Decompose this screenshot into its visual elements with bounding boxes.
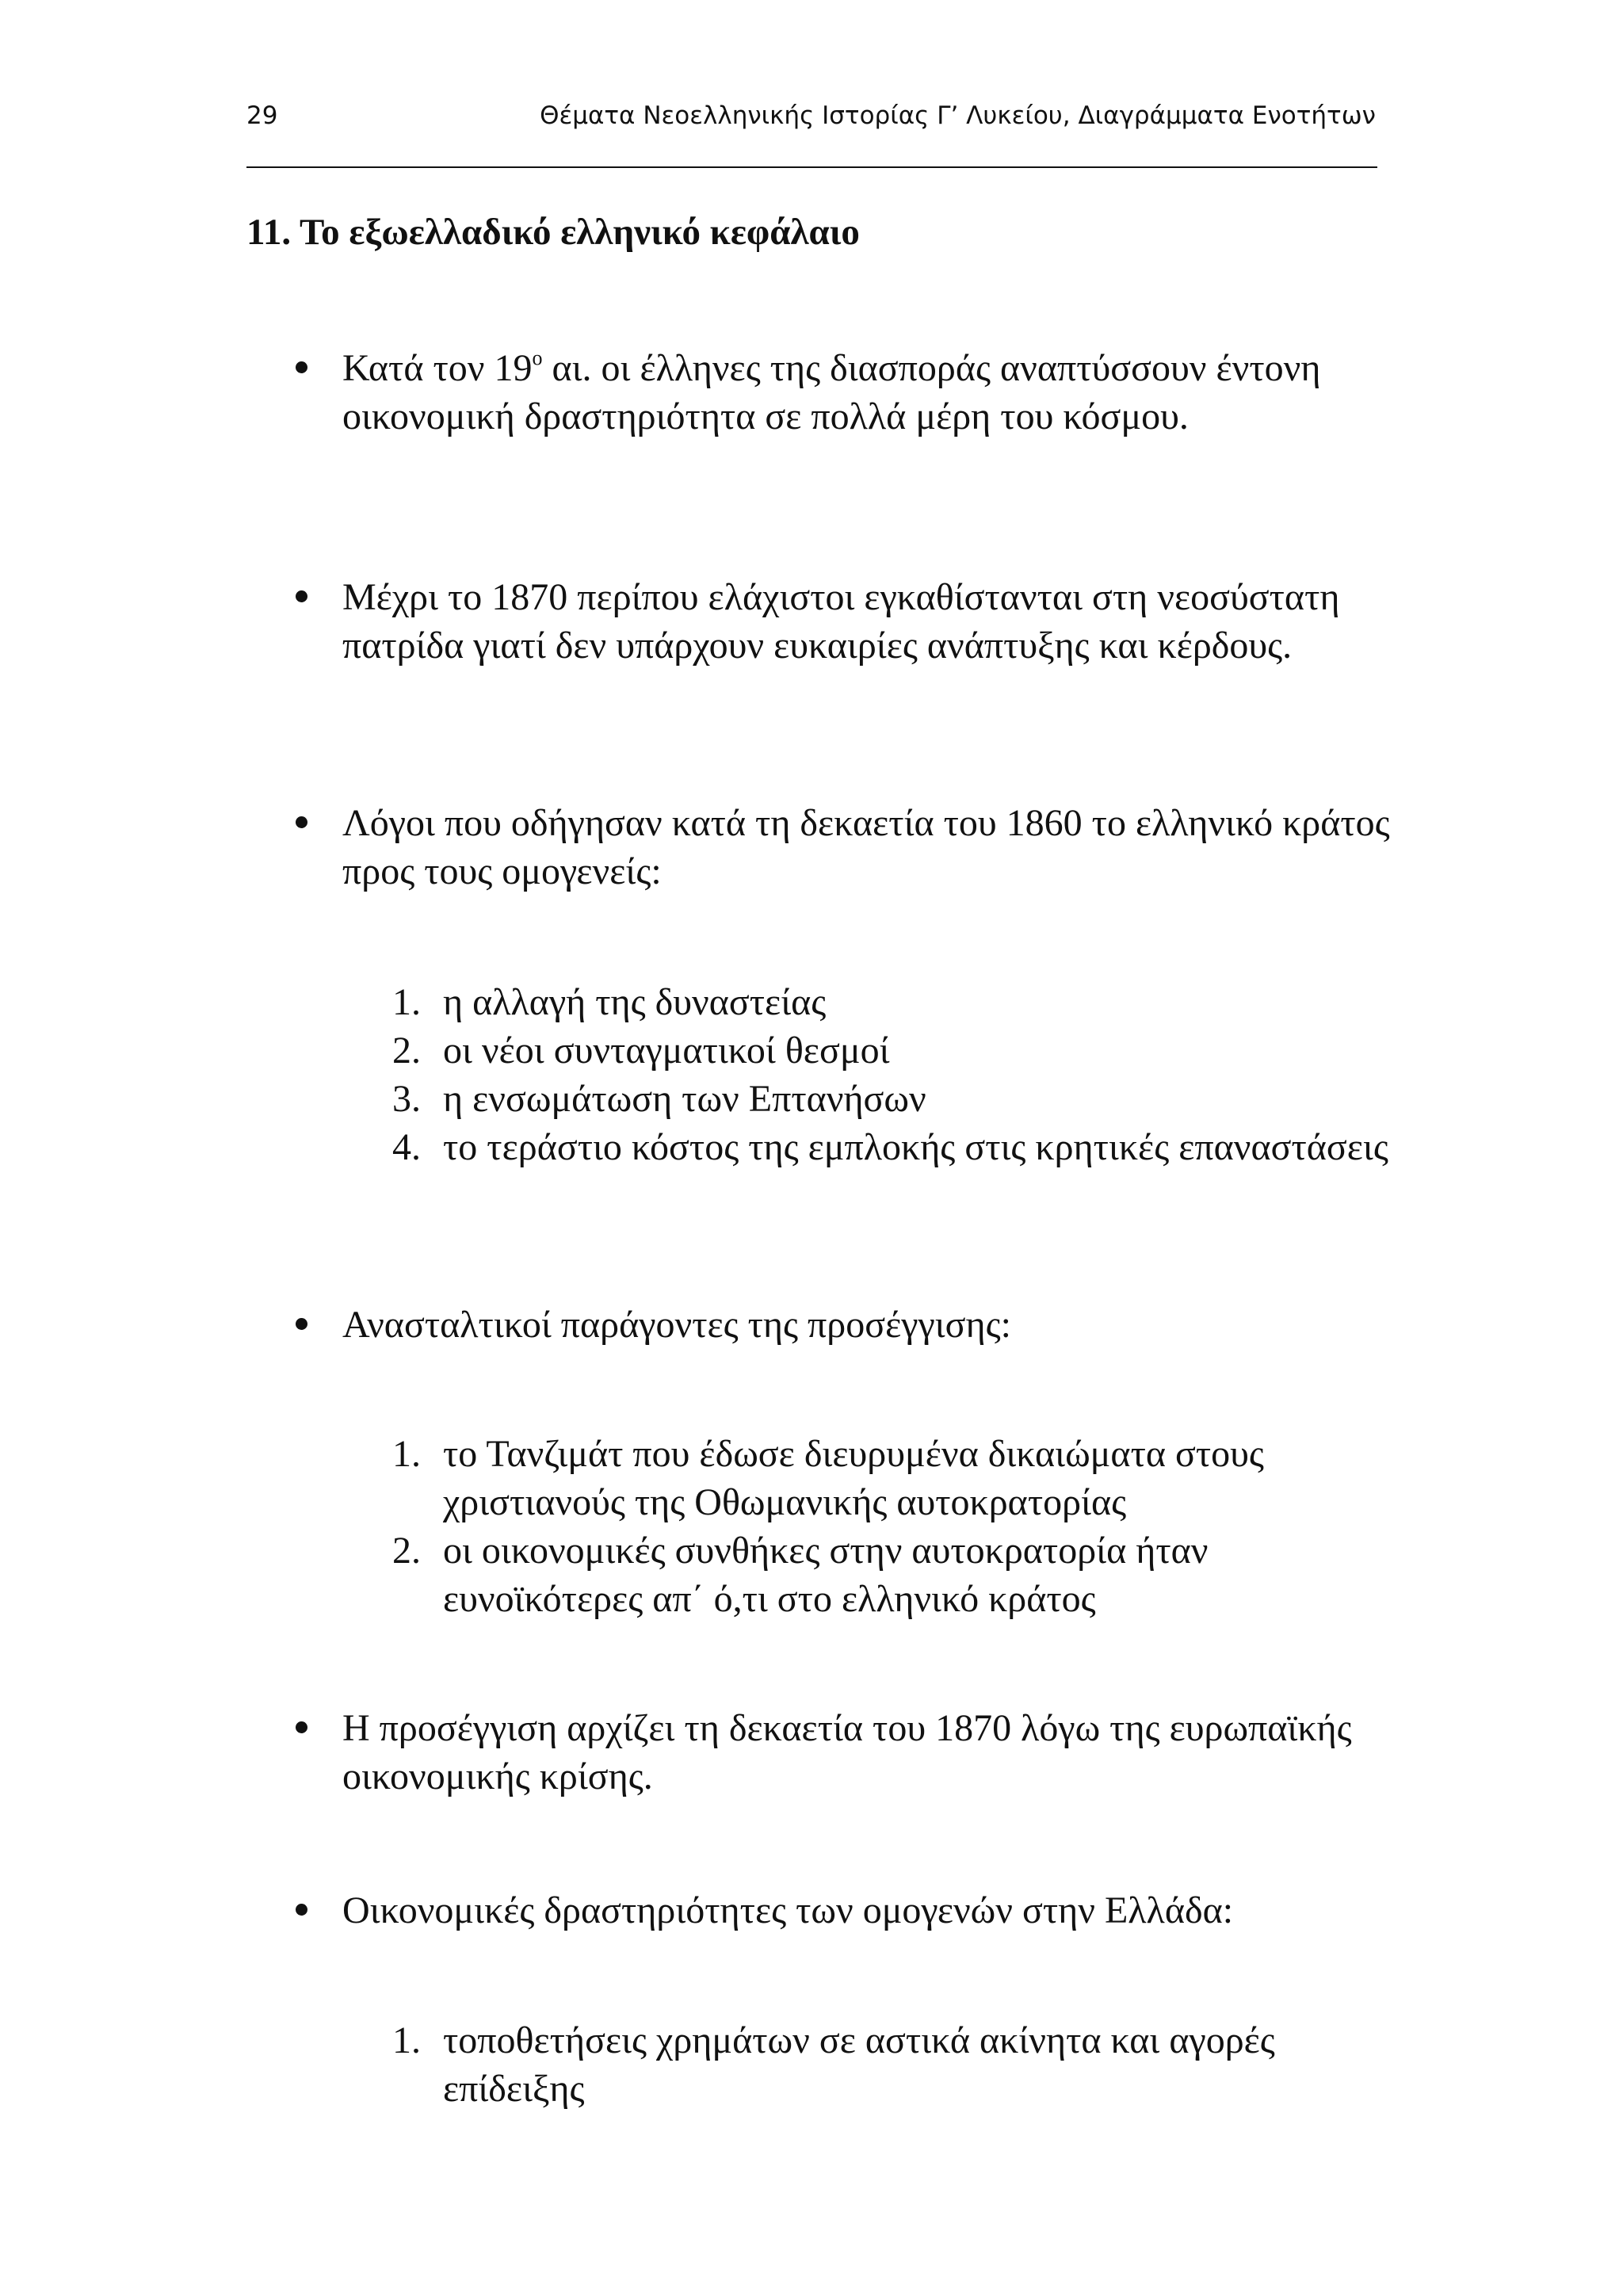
list-item-number: 1. (392, 981, 421, 1023)
numbered-list (392, 1430, 1399, 1623)
list-item-text: το τεράστιο κόστος της εμπλοκής στις κρητικές επαναστάσεις (443, 1126, 1388, 1168)
list-item-text: η ενσωμάτωση των Επτανήσων (443, 1078, 926, 1120)
bullet-text: Ανασταλτικοί παράγοντες της προσέγγισης: (342, 1304, 1011, 1346)
list-item (392, 1123, 1399, 1171)
list-item-text: η αλλαγή της δυναστείας (443, 981, 827, 1023)
numbered-list (392, 978, 1399, 1171)
ordinal-superscript: ο (532, 346, 543, 369)
list-item-number: 2. (392, 1530, 421, 1572)
bullet-text: Κατά τον 19 (342, 347, 533, 389)
list-item (392, 2016, 1399, 2113)
bullet-item (342, 344, 1396, 441)
list-item (392, 978, 1399, 1026)
list-item-text: οι οικονομικές συνθήκες στην αυτοκρατορία ήταν ευνοϊκότερες απ΄ ό,τι στο ελληνικό κράτος (443, 1530, 1209, 1620)
bullet-dot-icon (296, 816, 307, 828)
numbered-list (392, 2016, 1399, 2113)
list-item-number: 3. (392, 1078, 421, 1120)
bullet-dot-icon (296, 590, 307, 602)
list-item (392, 1430, 1399, 1526)
list-item-number: 1. (392, 1433, 421, 1475)
bullet-item (342, 799, 1396, 896)
list-item-number: 4. (392, 1126, 421, 1168)
bullet-item (342, 1704, 1396, 1801)
header-rule (246, 166, 1377, 168)
bullet-item (342, 573, 1396, 670)
bullet-item (342, 1301, 1396, 1349)
bullet-text: Λόγοι που οδήγησαν κατά τη δεκαετία του 1860 το ελληνικό κράτος προς τους ομογενείς: (342, 802, 1390, 892)
bullet-item (342, 1886, 1396, 1935)
list-item (392, 1526, 1399, 1623)
bullet-text-continued: αι. οι έλληνες της διασποράς αναπτύσσουν έντονη οικονομική δραστηριότητα σε πολλά μέρη του κόσμου. (342, 347, 1321, 437)
list-item-number: 2. (392, 1030, 421, 1072)
list-item-text: το Τανζιμάτ που έδωσε διευρυμένα δικαιώματα στους χριστιανούς της Οθωμανικής αυτοκρατορίας (443, 1433, 1264, 1523)
page-number: 29 (246, 101, 278, 130)
bullet-dot-icon (296, 1318, 307, 1330)
bullet-text: Οικονομικές δραστηριότητες των ομογενών στην Ελλάδα: (342, 1889, 1234, 1931)
list-item-text: οι νέοι συνταγματικοί θεσμοί (443, 1030, 890, 1072)
running-header: Θέματα Νεοελληνικής Ιστορίας Γ’ Λυκείου, Διαγράμματα Ενοτήτων (540, 101, 1376, 130)
bullet-text: Η προσέγγιση αρχίζει τη δεκαετία του 1870 λόγω της ευρωπαϊκής οικονομικής κρίσης. (342, 1707, 1352, 1797)
list-item (392, 1075, 1399, 1123)
bullet-dot-icon (296, 1721, 307, 1733)
list-item-number: 1. (392, 2019, 421, 2061)
bullet-dot-icon (296, 1904, 307, 1916)
list-item-text: τοποθετήσεις χρημάτων σε αστικά ακίνητα και αγορές επίδειξης (443, 2019, 1275, 2110)
bullet-text: Μέχρι το 1870 περίπου ελάχιστοι εγκαθίστανται στη νεοσύστατη πατρίδα γιατί δεν υπάρχουν ευκαιρίες ανάπτυξης και κέρδους. (342, 576, 1340, 667)
bullet-dot-icon (296, 361, 307, 373)
section-title: 11. Το εξωελλαδικό ελληνικό κεφάλαιο (246, 212, 860, 253)
list-item (392, 1026, 1399, 1075)
